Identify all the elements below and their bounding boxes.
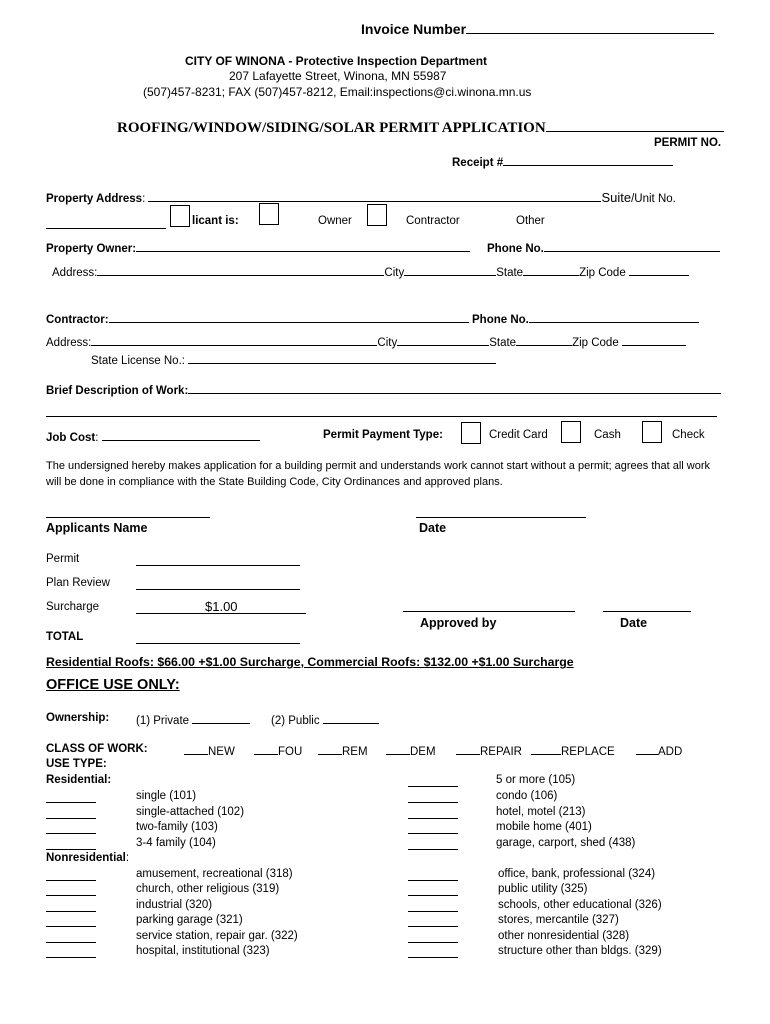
nonres-right-line[interactable] bbox=[408, 942, 458, 943]
contractor-label: Contractor: bbox=[46, 311, 469, 326]
nonres-left-line[interactable] bbox=[46, 911, 96, 912]
list-item: two-family (103) bbox=[136, 821, 218, 833]
class-item-new: NEW bbox=[184, 743, 235, 758]
owner-phone-label: Phone No. bbox=[487, 240, 720, 255]
contractor-option-label: Contractor bbox=[406, 215, 460, 227]
class-item-add: ADD bbox=[636, 743, 682, 758]
nonres-right-line[interactable] bbox=[408, 880, 458, 881]
other-option-label: Other bbox=[516, 215, 545, 227]
applicant-blank-line[interactable] bbox=[46, 228, 166, 229]
department-contact: (507)457-8231; FAX (507)457-8212, Email:inspections@ci.winona.mn.us bbox=[143, 85, 532, 99]
list-item: condo (106) bbox=[496, 790, 558, 802]
nonres-right-line[interactable] bbox=[408, 895, 458, 896]
job-cost-label: Job Cost: bbox=[46, 429, 260, 444]
plan-review-line[interactable] bbox=[136, 589, 300, 590]
res-right-line[interactable] bbox=[408, 818, 458, 819]
list-item: public utility (325) bbox=[498, 883, 588, 895]
nonres-left-line[interactable] bbox=[46, 957, 96, 958]
res-right-line[interactable] bbox=[408, 786, 458, 787]
class-of-work-label: CLASS OF WORK: bbox=[46, 743, 148, 755]
contractor-address-row: Address: City State Zip Code bbox=[46, 334, 686, 349]
nonres-right-line[interactable] bbox=[408, 926, 458, 927]
res-left-line[interactable] bbox=[46, 802, 96, 803]
permit-no-label: PERMIT NO. bbox=[654, 137, 722, 149]
list-item: mobile home (401) bbox=[496, 821, 592, 833]
contractor-phone-label: Phone No. bbox=[472, 311, 699, 326]
checkbox-check[interactable] bbox=[642, 421, 662, 443]
payment-type-label: Permit Payment Type: bbox=[323, 429, 443, 441]
list-item: industrial (320) bbox=[136, 899, 213, 911]
list-item: office, bank, professional (324) bbox=[498, 868, 656, 880]
res-left-line[interactable] bbox=[46, 833, 96, 834]
approved-by-line[interactable] bbox=[403, 611, 575, 612]
list-item: 5 or more (105) bbox=[496, 774, 576, 786]
department-title: CITY OF WINONA - Protective Inspection Department bbox=[185, 54, 488, 68]
state-license-label: State License No.: bbox=[91, 352, 496, 367]
cash-label: Cash bbox=[594, 429, 621, 441]
approval-date-label: Date bbox=[620, 616, 648, 630]
total-line[interactable] bbox=[136, 643, 300, 644]
nonres-right-line[interactable] bbox=[408, 911, 458, 912]
res-left-line[interactable] bbox=[46, 818, 96, 819]
res-right-line[interactable] bbox=[408, 833, 458, 834]
applicant-is-label: licant is: bbox=[192, 215, 239, 227]
fee-schedule-note: Residential Roofs: $66.00 +$1.00 Surcharge, Commercial Roofs: $132.00 +$1.00 Surcharge bbox=[46, 655, 574, 669]
total-label: TOTAL bbox=[46, 631, 84, 643]
permit-fee-line[interactable] bbox=[136, 565, 300, 566]
class-item-replace: REPLACE bbox=[531, 743, 615, 758]
list-item: parking garage (321) bbox=[136, 914, 243, 926]
list-item: amusement, recreational (318) bbox=[136, 868, 293, 880]
res-right-line[interactable] bbox=[408, 802, 458, 803]
ownership-label: Ownership: bbox=[46, 712, 110, 724]
department-address: 207 Lafayette Street, Winona, MN 55987 bbox=[229, 69, 447, 83]
use-type-label: USE TYPE: bbox=[46, 758, 107, 770]
class-item-dem: DEM bbox=[386, 743, 436, 758]
class-item-rem: REM bbox=[318, 743, 368, 758]
checkbox-applicant[interactable] bbox=[170, 205, 190, 227]
declaration-line-1: The undersigned hereby makes application for a building permit and understands work cannot start without a permit; agrees that all work bbox=[46, 460, 711, 472]
list-item: hospital, institutional (323) bbox=[136, 945, 270, 957]
checkbox-contractor[interactable] bbox=[367, 204, 387, 226]
property-owner-label: Property Owner: bbox=[46, 240, 470, 255]
surcharge-value: $1.00 bbox=[205, 599, 238, 614]
res-left-line[interactable] bbox=[46, 849, 96, 850]
class-item-fou: FOU bbox=[254, 743, 302, 758]
res-right-line[interactable] bbox=[408, 849, 458, 850]
work-description-label: Brief Description of Work: bbox=[46, 382, 721, 397]
receipt-label: Receipt # bbox=[452, 154, 673, 169]
invoice-number-label: Invoice Number bbox=[361, 19, 714, 37]
applicant-signature-line[interactable] bbox=[46, 517, 210, 518]
owner-option-label: Owner bbox=[318, 215, 352, 227]
ownership-private: (1) Private bbox=[136, 712, 250, 727]
office-use-title: OFFICE USE ONLY: bbox=[46, 677, 180, 693]
nonres-left-line[interactable] bbox=[46, 895, 96, 896]
permit-fee-label: Permit bbox=[46, 553, 80, 565]
plan-review-label: Plan Review bbox=[46, 577, 110, 589]
list-item: structure other than bldgs. (329) bbox=[498, 945, 662, 957]
credit-card-label: Credit Card bbox=[489, 429, 548, 441]
property-address-label: Property Address: Suite/Unit No. bbox=[46, 190, 676, 205]
list-item: church, other religious (319) bbox=[136, 883, 280, 895]
nonres-left-line[interactable] bbox=[46, 880, 96, 881]
nonres-right-line[interactable] bbox=[408, 957, 458, 958]
ownership-public: (2) Public bbox=[271, 712, 379, 727]
applicants-name-label: Applicants Name bbox=[46, 521, 148, 535]
declaration-line-2: will be done in compliance with the State Building Code, City Ordinances and approved plans. bbox=[46, 476, 503, 488]
approval-date-line[interactable] bbox=[603, 611, 691, 612]
check-label: Check bbox=[672, 429, 705, 441]
nonres-left-line[interactable] bbox=[46, 926, 96, 927]
checkbox-cash[interactable] bbox=[561, 421, 581, 443]
list-item: single (101) bbox=[136, 790, 197, 802]
nonres-left-line[interactable] bbox=[46, 942, 96, 943]
approved-by-label: Approved by bbox=[420, 616, 497, 630]
checkbox-credit-card[interactable] bbox=[461, 422, 481, 444]
list-item: 3-4 family (104) bbox=[136, 837, 216, 849]
list-item: other nonresidential (328) bbox=[498, 930, 630, 942]
signature-date-label: Date bbox=[419, 521, 447, 535]
list-item: stores, mercantile (327) bbox=[498, 914, 619, 926]
checkbox-owner[interactable] bbox=[259, 203, 279, 225]
surcharge-label: Surcharge bbox=[46, 601, 100, 613]
residential-label: Residential: bbox=[46, 774, 112, 786]
list-item: service station, repair gar. (322) bbox=[136, 930, 298, 942]
owner-address-row: Address: City State Zip Code bbox=[52, 264, 689, 279]
signature-date-line[interactable] bbox=[416, 517, 586, 518]
nonresidential-label: Nonresidential: bbox=[46, 852, 130, 864]
form-title: ROOFING/WINDOW/SIDING/SOLAR PERMIT APPLICATION bbox=[117, 117, 724, 137]
class-item-repair: REPAIR bbox=[456, 743, 522, 758]
list-item: single-attached (102) bbox=[136, 806, 245, 818]
work-description-line-2[interactable] bbox=[46, 416, 717, 417]
list-item: schools, other educational (326) bbox=[498, 899, 662, 911]
list-item: hotel, motel (213) bbox=[496, 806, 586, 818]
list-item: garage, carport, shed (438) bbox=[496, 837, 636, 849]
